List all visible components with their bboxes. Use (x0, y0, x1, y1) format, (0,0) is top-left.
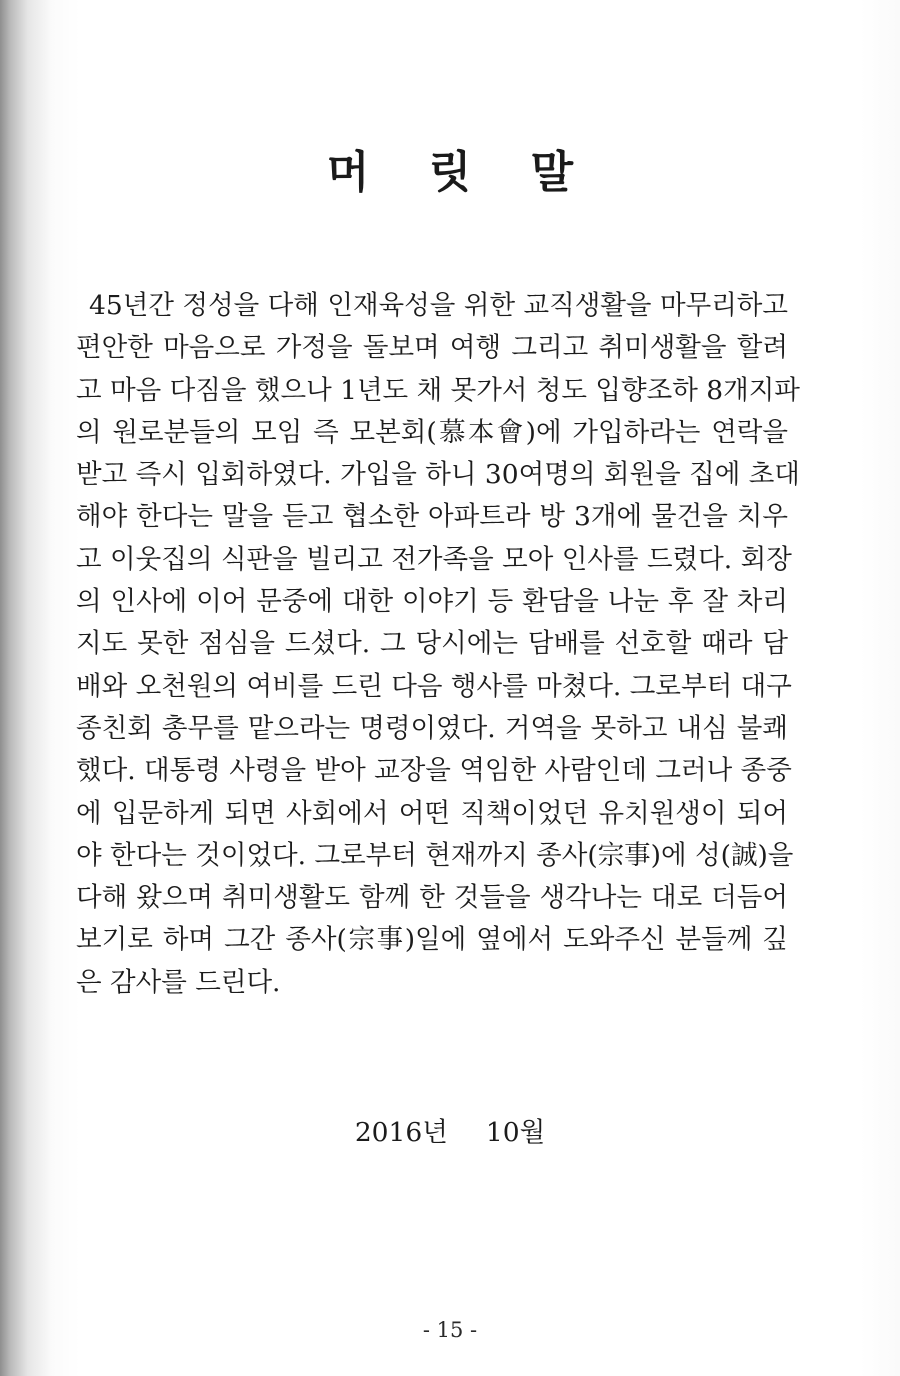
paragraph-line: 45년간 정성을 다해 인재육성을 위한 교직생활을 마무리하고 (89, 290, 788, 321)
date-year: 2016년 (354, 1117, 448, 1148)
paragraph-line: 받고 즉시 입회하였다. 가입을 하니 30여명의 회원을 집에 초대 (76, 459, 800, 491)
page-title: 머 릿 말 (326, 147, 596, 198)
paragraph-line: 은 감사를 드린다. (76, 966, 281, 998)
paragraph-line: 의 인사에 이어 문중에 대한 이야기 등 환담을 나눈 후 잘 차리 (76, 586, 788, 618)
paragraph-line: 종친회 총무를 맡으라는 명령이였다. 거역을 못하고 내심 불쾌 (76, 712, 788, 744)
page-number: - 15 - (422, 1318, 478, 1342)
paragraph-line: 다해 왔으며 취미생활도 함께 한 것들을 생각나는 대로 더듬어 (76, 882, 788, 914)
paragraph-line: 편안한 마음으로 가정을 돌보며 여행 그리고 취미생활을 할려 (76, 332, 788, 364)
paragraph-line: 해야 한다는 말을 듣고 협소한 아파트라 방 3개에 물건을 치우 (76, 501, 788, 533)
paragraph-line: 의 원로분들의 모임 즉 모본회(慕本會)에 가입하라는 연락을 (76, 416, 788, 448)
paragraph-line: 고 이웃집의 식판을 빌리고 전가족을 모아 인사를 드렸다. 회장 (76, 543, 792, 575)
paragraph-line: 야 한다는 것이었다. 그로부터 현재까지 종사(宗事)에 성(誠)을 (76, 839, 794, 871)
paragraph-line: 고 마음 다짐을 했으나 1년도 채 못가서 청도 입향조하 8개지파 (76, 374, 800, 406)
paragraph-line: 에 입문하게 되면 사회에서 어떤 직책이었던 유치원생이 되어 (76, 797, 788, 829)
paragraph-line: 배와 오천원의 여비를 드린 다음 행사를 마쳤다. 그로부터 대구 (76, 670, 792, 702)
date-month: 10월 (485, 1117, 546, 1148)
preface-paragraph (76, 285, 800, 1004)
paragraph-line: 보기로 하며 그간 종사(宗事)일에 옆에서 도와주신 분들께 깊 (76, 924, 788, 956)
paragraph-line: 했다. 대통령 사령을 받아 교장을 역임한 사람인데 그러나 종중 (76, 755, 792, 787)
paragraph-line: 지도 못한 점심을 드셨다. 그 당시에는 담배를 선호할 때라 담 (76, 628, 788, 660)
date-line (0, 1110, 900, 1149)
